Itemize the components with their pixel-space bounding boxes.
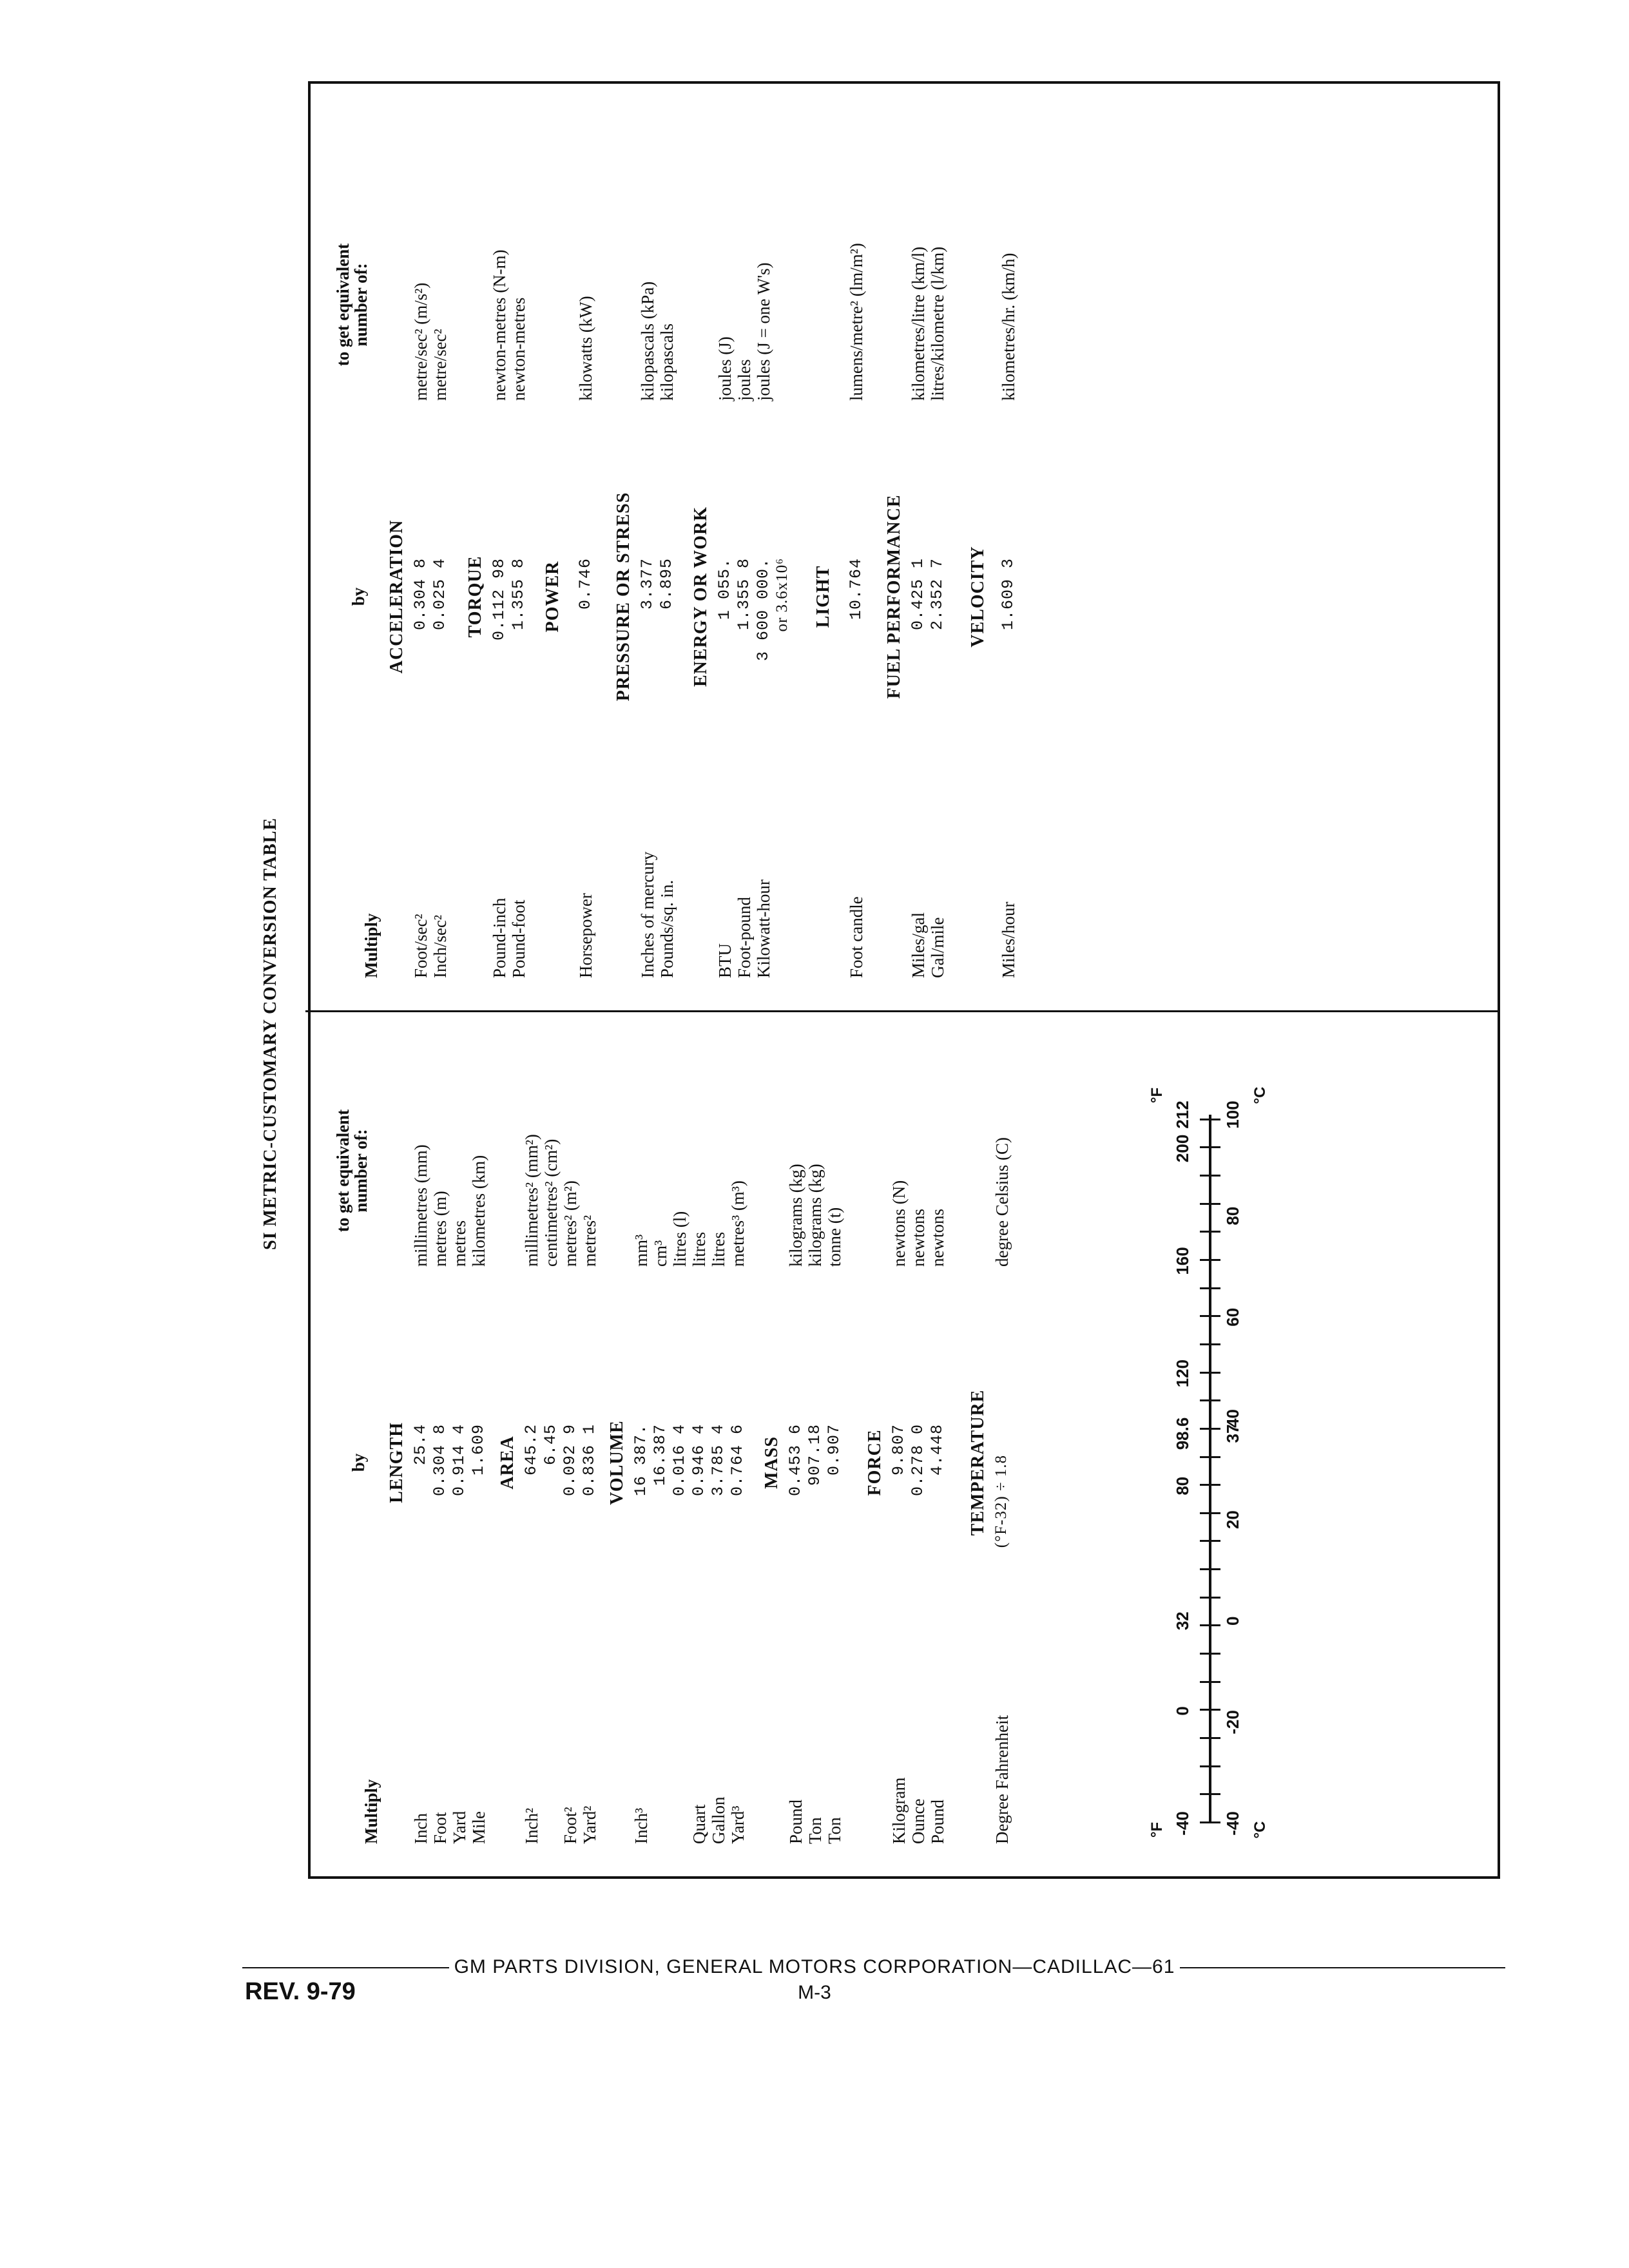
table-row: 0.016 4 litres (l)	[670, 1211, 689, 1497]
section-title: TEMPERATURE	[968, 1389, 988, 1536]
fahrenheit-label: -40	[1173, 1811, 1192, 1836]
scale-tick	[1200, 1653, 1220, 1655]
table-row: Horsepower 0.746 kilowatts (kW)	[576, 296, 595, 978]
section-temperature	[968, 1050, 1012, 1875]
scale-tick	[1200, 1624, 1220, 1626]
table-row: Foot 0.304 8 metres (m)	[430, 1191, 450, 1844]
table-row: Pound 0.453 6 kilograms (kg)	[786, 1164, 805, 1844]
table-row: 6.45 centimetres² (cm²)	[541, 1139, 561, 1466]
scale-tick	[1200, 1119, 1220, 1120]
table-row: 16.387 cm³	[651, 1240, 670, 1486]
section-title: PRESSURE OR STRESS	[613, 492, 633, 702]
page-number: M-3	[798, 1982, 831, 2003]
header-equivalent: to get equivalent number of:	[333, 243, 371, 367]
section-title: LENGTH	[387, 1422, 407, 1503]
fahrenheit-label: 80	[1173, 1476, 1192, 1495]
celsius-label: -40	[1223, 1811, 1242, 1836]
celsius-unit: °C	[1251, 1821, 1269, 1839]
scale-tick	[1200, 1287, 1220, 1289]
table-row: Foot candle 10.764 lumens/metre² (lm/m²)	[847, 243, 866, 978]
fahrenheit-label: 0	[1173, 1706, 1192, 1716]
section-force	[865, 1050, 947, 1875]
section-light	[813, 184, 866, 1009]
table-row: Inch 25.4 millimetres (mm)	[411, 1144, 430, 1844]
table-row: Degree Fahrenheit (°F-32) ÷ 1.8 degree Celsius (C)	[992, 1137, 1012, 1844]
table-row: Gal/mile 2.352 7 litres/kilometre (l/km)	[928, 246, 947, 978]
scale-tick	[1200, 1793, 1220, 1795]
scale-tick	[1200, 1709, 1220, 1711]
section-title: TORQUE	[465, 555, 485, 638]
scale-tick	[1200, 1428, 1220, 1430]
header-multiply: Multiply	[361, 913, 381, 978]
table-row: Ton 0.907 tonne (t)	[825, 1207, 844, 1844]
footer-caption: GM PARTS DIVISION, GENERAL MOTORS CORPORATION—CADILLAC—61	[449, 1956, 1181, 1977]
celsius-label: 100	[1223, 1100, 1242, 1129]
footer-text	[0, 1956, 1629, 1978]
table-row: Inch² 645.2 millimetres² (mm²)	[522, 1134, 541, 1844]
celsius-label: 20	[1223, 1510, 1242, 1530]
scale-tick	[1200, 1512, 1220, 1514]
table-row: Miles/gal 0.425 1 kilometres/litre (km/l)	[909, 246, 928, 978]
table-row: Miles/hour 1.609 3 kilometres/hr. (km/h)	[999, 253, 1018, 978]
scale-tick	[1200, 1343, 1220, 1345]
section-mass	[762, 1050, 844, 1875]
section-title: POWER	[543, 561, 563, 633]
section-energy	[691, 184, 793, 1009]
scale-tick	[1200, 1456, 1220, 1458]
scale-tick	[1200, 1597, 1220, 1599]
table-row: Pound-inch 0.112 98 newton-metres (N-m)	[490, 249, 509, 978]
scale-tick	[1200, 1541, 1220, 1542]
celsius-label: 40	[1223, 1408, 1242, 1428]
fahrenheit-unit: °F	[1148, 1087, 1166, 1104]
table-row: Yard² 0.836 1 metres²	[580, 1215, 599, 1844]
scale-tick	[1200, 1146, 1220, 1148]
scale-tick	[1200, 1259, 1220, 1261]
section-pressure	[613, 184, 677, 1009]
header-by: by	[349, 1453, 368, 1472]
fahrenheit-label: 212	[1173, 1100, 1192, 1129]
table-row: Pound 4.448 newtons	[928, 1209, 947, 1844]
celsius-label: 80	[1223, 1206, 1242, 1225]
section-title: LIGHT	[813, 565, 833, 628]
fahrenheit-label: 200	[1173, 1134, 1192, 1163]
section-title: MASS	[762, 1436, 782, 1489]
section-power	[543, 184, 595, 1009]
table-row: Ton 907.18 kilograms (kg)	[805, 1164, 825, 1844]
right-table	[311, 184, 1496, 1009]
fahrenheit-label: 160	[1173, 1247, 1192, 1275]
table-row: Kilowatt-hour 3 600 000. joules (J = one W's)	[754, 262, 773, 978]
celsius-label: 0	[1223, 1616, 1242, 1626]
table-row: Foot/sec² 0.304 8 metre/sec² (m/s²)	[411, 282, 430, 978]
section-title: ENERGY OR WORK	[691, 506, 711, 687]
celsius-label: 37	[1223, 1424, 1242, 1443]
scale-tick	[1200, 1315, 1220, 1317]
table-row: Foot-pound 1.355 8 joules	[735, 359, 754, 978]
table-divider	[305, 1010, 1500, 1012]
table-row: Inch³ 16 387. mm³	[631, 1234, 651, 1844]
celsius-label: -20	[1223, 1710, 1242, 1735]
scale-tick	[1200, 1681, 1220, 1683]
section-title: VELOCITY	[968, 546, 988, 648]
section-title: ACCELERATION	[387, 519, 407, 674]
celsius-unit: °C	[1251, 1086, 1269, 1104]
table-row: Pound-foot 1.355 8 newton-metres	[509, 297, 528, 978]
scale-tick	[1200, 1231, 1220, 1233]
fahrenheit-label: 32	[1173, 1611, 1192, 1631]
section-title: VOLUME	[607, 1420, 627, 1505]
scale-tick	[1200, 1484, 1220, 1486]
left-table	[311, 1050, 1496, 1875]
table-row: Gallon 3.785 4 litres	[709, 1232, 728, 1844]
scale-tick	[1200, 1372, 1220, 1374]
section-acceleration	[387, 184, 450, 1009]
section-area	[497, 1050, 599, 1875]
header-equivalent: to get equivalent number of:	[333, 1109, 371, 1233]
scale-tick	[1200, 1175, 1220, 1177]
scale-axis	[1209, 1115, 1211, 1823]
fahrenheit-label: 98.6	[1173, 1417, 1192, 1450]
table-row: BTU 1 055. joules (J)	[715, 336, 735, 978]
table-row: Yard 0.914 4 metres	[450, 1220, 469, 1844]
scale-tick	[1200, 1821, 1220, 1823]
table-row: or 3.6x10⁶	[773, 558, 791, 632]
celsius-label: 60	[1223, 1307, 1242, 1327]
table-row: Pounds/sq. in. 6.895 kilopascals	[657, 323, 677, 978]
section-volume	[607, 1050, 747, 1875]
header-multiply: Multiply	[361, 1779, 381, 1844]
table-row: Inch/sec² 0.025 4 metre/sec²	[430, 329, 450, 978]
fahrenheit-label: 120	[1173, 1359, 1192, 1388]
revision-label: REV. 9-79	[245, 1978, 356, 2005]
section-length	[387, 1050, 488, 1875]
fahrenheit-unit: °F	[1148, 1821, 1166, 1838]
table-row: Mile 1.609 kilometres (km)	[469, 1155, 488, 1844]
section-fuel	[884, 184, 947, 1009]
header-by: by	[349, 587, 368, 606]
section-title: FORCE	[865, 1429, 885, 1496]
table-row: Quart 0.946 4 litres	[689, 1232, 709, 1844]
scale-tick	[1200, 1765, 1220, 1767]
scale-tick	[1200, 1399, 1220, 1401]
section-title: FUEL PERFORMANCE	[884, 494, 904, 699]
section-velocity	[968, 184, 1018, 1009]
table-title: SI METRIC-CUSTOMARY CONVERSION TABLE	[260, 817, 280, 1250]
table-row: Kilogram 9.807 newtons (N)	[889, 1180, 909, 1844]
table-row: Inches of mercury 3.377 kilopascals (kPa)	[638, 281, 657, 978]
scale-tick	[1200, 1568, 1220, 1570]
table-row: Yard³ 0.764 6 metres³ (m³)	[728, 1180, 747, 1844]
table-row: Foot² 0.092 9 metres² (m²)	[561, 1180, 580, 1844]
scale-tick	[1200, 1737, 1220, 1739]
temperature-scale	[1148, 1076, 1277, 1849]
section-torque	[465, 184, 528, 1009]
section-title: AREA	[497, 1436, 517, 1490]
table-row: Ounce 0.278 0 newtons	[909, 1209, 928, 1844]
scale-tick	[1200, 1203, 1220, 1205]
